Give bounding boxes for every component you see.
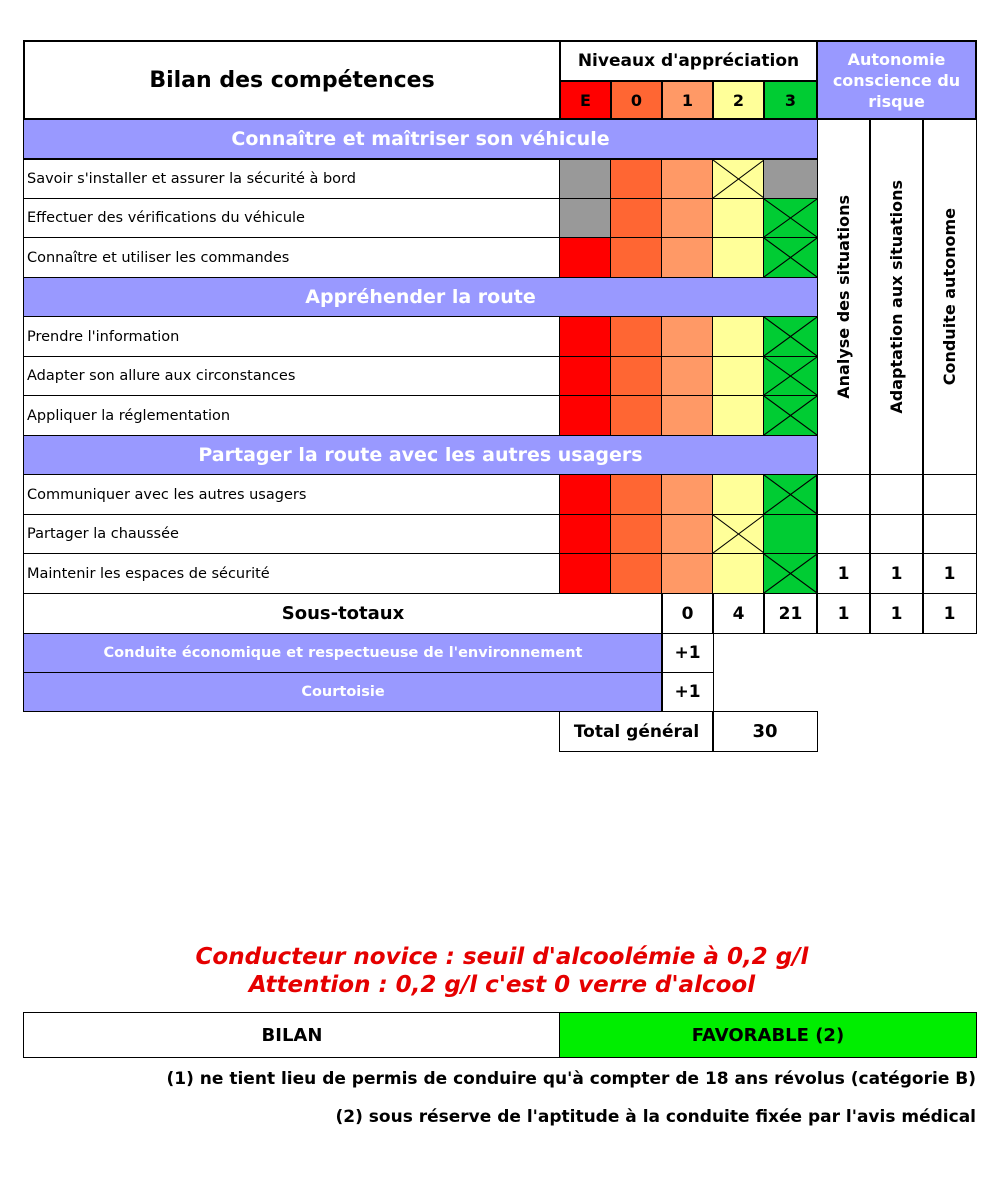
section-header-route: Appréhender la route	[23, 277, 818, 317]
level-cell-2	[712, 395, 765, 436]
row-label: Partager la chaussée	[23, 514, 561, 554]
row-label: Communiquer avec les autres usagers	[23, 474, 561, 515]
level-cell-1	[661, 316, 714, 357]
subtotal-level-3: 21	[763, 593, 818, 634]
level-cell-3-checked	[763, 553, 818, 594]
level-cell-e	[559, 553, 612, 594]
row-label: Adapter son allure aux circonstances	[23, 356, 561, 396]
level-cell-e	[559, 474, 612, 515]
autonomy-cell	[869, 474, 924, 515]
level-cell-3	[763, 159, 818, 199]
level-cell-2	[712, 356, 765, 396]
level-cell-e	[559, 316, 612, 357]
level-cell-2-checked	[712, 159, 765, 199]
bilan-label: BILAN	[23, 1012, 561, 1058]
row-label: Savoir s'installer et assurer la sécurité à bord	[23, 159, 561, 199]
level-cell-3	[763, 514, 818, 554]
row-label: Maintenir les espaces de sécurité	[23, 553, 561, 594]
level-cell-1	[661, 474, 714, 515]
level-cell-2-checked	[712, 514, 765, 554]
level-cell-1	[661, 514, 714, 554]
level-cell-0	[610, 395, 663, 436]
cross-mark-icon	[713, 515, 764, 553]
levels-header: Niveaux d'appréciation	[559, 40, 818, 82]
autonomy-cell	[922, 514, 977, 554]
level-cell-2	[712, 237, 765, 278]
level-cell-3-checked	[763, 395, 818, 436]
page-title: Bilan des compétences	[149, 67, 435, 93]
level-cell-1	[661, 159, 714, 199]
level-cell-1	[661, 395, 714, 436]
level-cell-3-checked	[763, 198, 818, 238]
table-title	[23, 40, 561, 120]
subtotals-label: Sous-totaux	[23, 593, 663, 634]
footnote-1: (1) ne tient lieu de permis de conduire qu'à compter de 18 ans révolus (catégorie B)	[166, 1069, 976, 1089]
level-cell-1	[661, 553, 714, 594]
level-cell-e	[559, 237, 612, 278]
level-cell-2	[712, 474, 765, 515]
level-e-header: E	[559, 80, 612, 120]
level-cell-e	[559, 395, 612, 436]
level-0-header: 0	[610, 80, 663, 120]
level-cell-0	[610, 237, 663, 278]
subtotal-adaptation: 1	[869, 593, 924, 634]
subtotal-level-1: 0	[661, 593, 714, 634]
level-cell-0	[610, 514, 663, 554]
level-cell-3-checked	[763, 316, 818, 357]
level-cell-0	[610, 198, 663, 238]
row-label: Prendre l'information	[23, 316, 561, 357]
total-value: 30	[712, 711, 818, 752]
bilan-value: FAVORABLE (2)	[559, 1012, 977, 1058]
autonomy-cell	[816, 514, 871, 554]
level-cell-3-checked	[763, 356, 818, 396]
autonomy-cell	[869, 514, 924, 554]
cross-mark-icon	[764, 317, 817, 356]
autonomy-cell	[922, 474, 977, 515]
subtotal-level-2: 4	[712, 593, 765, 634]
section-header-vehicule: Connaître et maîtriser son véhicule	[23, 119, 818, 159]
level-cell-1	[661, 198, 714, 238]
autonomy-col-analyse: Analyse des situations	[816, 119, 871, 475]
cross-mark-icon	[764, 238, 817, 277]
autonomy-cell	[816, 474, 871, 515]
cross-mark-icon	[764, 199, 817, 237]
level-cell-2	[712, 316, 765, 357]
level-cell-0	[610, 474, 663, 515]
level-cell-e	[559, 159, 612, 199]
row-label: Connaître et utiliser les commandes	[23, 237, 561, 278]
extra-courtoisie-label: Courtoisie	[23, 672, 663, 712]
level-cell-0	[610, 159, 663, 199]
level-cell-1	[661, 237, 714, 278]
section-header-partager: Partager la route avec les autres usagers	[23, 435, 818, 475]
extra-eco-label: Conduite économique et respectueuse de l'environnement	[23, 633, 663, 673]
alcohol-warning	[0, 944, 988, 998]
level-cell-1	[661, 356, 714, 396]
autonomy-cell-adaptation: 1	[869, 553, 924, 594]
level-1-header: 1	[661, 80, 714, 120]
autonomy-col-adaptation: Adaptation aux situations	[869, 119, 924, 475]
autonomy-header: Autonomie conscience du risque	[816, 40, 977, 120]
row-label: Appliquer la réglementation	[23, 395, 561, 436]
level-cell-2	[712, 198, 765, 238]
autonomy-cell-conduite: 1	[922, 553, 977, 594]
level-2-header: 2	[712, 80, 765, 120]
level-cell-0	[610, 553, 663, 594]
level-cell-e	[559, 356, 612, 396]
level-3-header: 3	[763, 80, 818, 120]
autonomy-col-conduite: Conduite autonome	[922, 119, 977, 475]
level-cell-0	[610, 316, 663, 357]
subtotal-conduite: 1	[922, 593, 977, 634]
level-cell-3-checked	[763, 237, 818, 278]
row-label: Effectuer des vérifications du véhicule	[23, 198, 561, 238]
extra-eco-value: +1	[661, 633, 714, 673]
level-cell-e	[559, 514, 612, 554]
level-cell-3-checked	[763, 474, 818, 515]
footnote-2: (2) sous réserve de l'aptitude à la conduite fixée par l'avis médical	[335, 1107, 976, 1127]
total-label: Total général	[559, 711, 714, 752]
extra-courtoisie-value: +1	[661, 672, 714, 712]
warning-line-2: Attention : 0,2 g/l c'est 0 verre d'alcool	[248, 972, 756, 998]
subtotal-analyse: 1	[816, 593, 871, 634]
cross-mark-icon	[764, 554, 817, 593]
level-cell-0	[610, 356, 663, 396]
autonomy-cell-analyse: 1	[816, 553, 871, 594]
level-cell-e	[559, 198, 612, 238]
cross-mark-icon	[764, 475, 817, 514]
cross-mark-icon	[764, 396, 817, 435]
level-cell-2	[712, 553, 765, 594]
cross-mark-icon	[713, 160, 764, 198]
warning-line-1: Conducteur novice : seuil d'alcoolémie à 0,2 g/l	[195, 944, 809, 970]
cross-mark-icon	[764, 357, 817, 395]
